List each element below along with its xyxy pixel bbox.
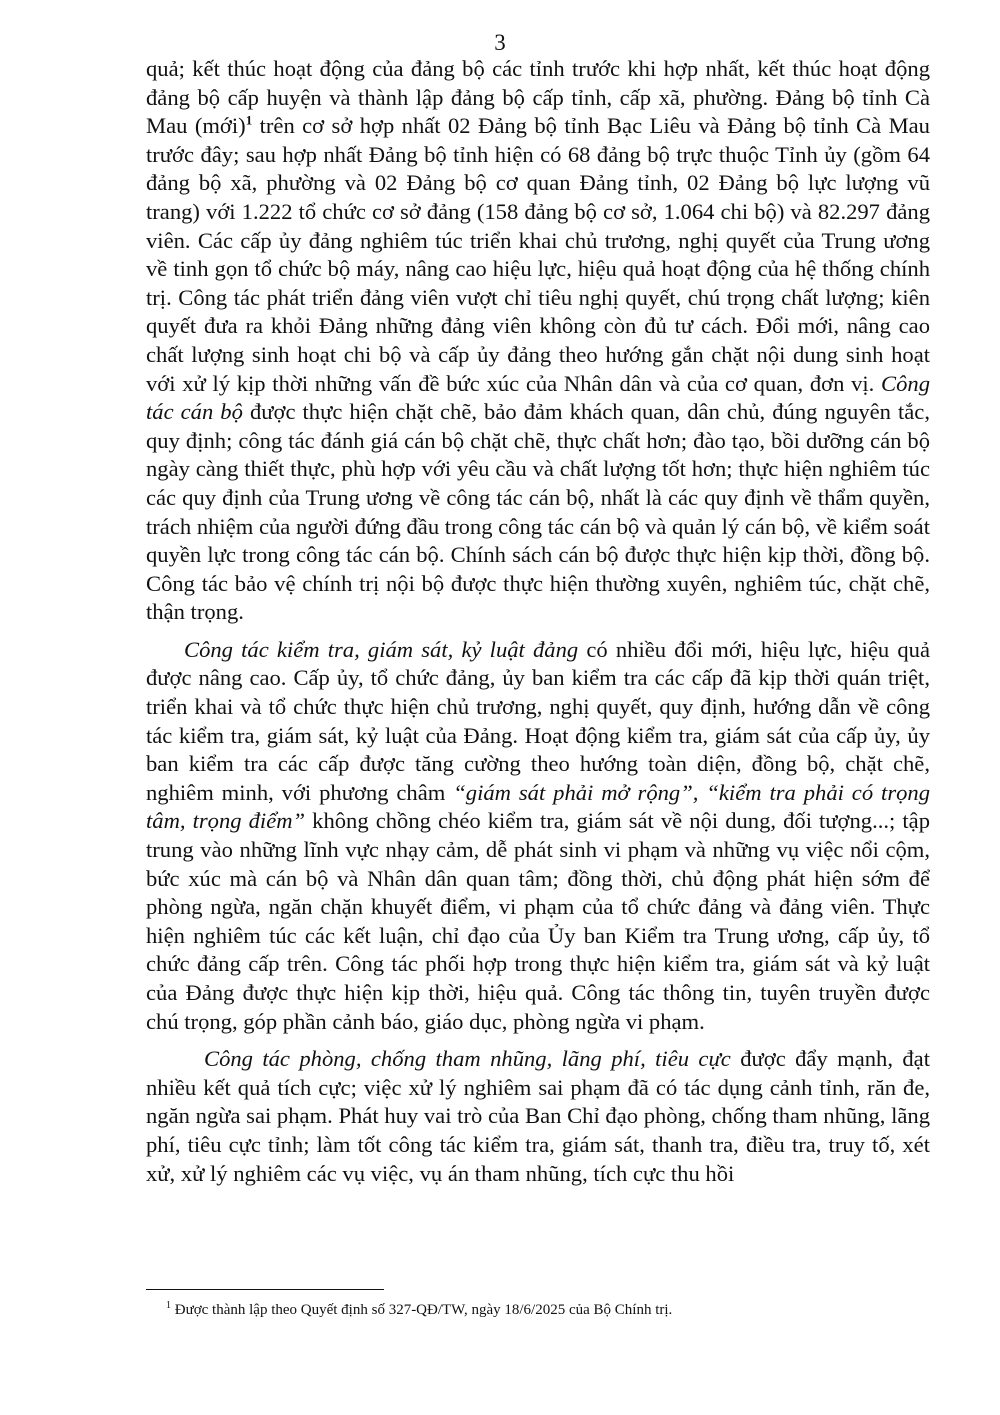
- page-number: 3: [494, 30, 506, 55]
- text-segment: quả; kết thúc hoạt động của đảng bộ các tỉnh trước khi hợp nhất, kết thúc hoạt động đảng bộ cấp huyện và thành lập đảng bộ cấp tỉnh, cấp xã, phường. Đảng bộ tỉnh Cà Mau (mới): [146, 56, 930, 139]
- footnote-reference[interactable]: 1: [245, 112, 253, 128]
- text-segment: được thực hiện chặt chẽ, bảo đảm khách quan, dân chủ, đúng nguyên tắc, quy định; công tác đánh giá cán bộ chặt chẽ, thực chất hơn; đào tạo, bồi dưỡng cán bộ ngày càng thiết thực, phù hợp với yêu cầu và chất lượng tốt hơn; thực hiện nghiêm túc các quy định của Trung ương về công tác cán bộ, nhất là các quy định về thẩm quyền, trách nhiệm của người đứng đầu trong công tác cán bộ và quản lý cán bộ, về kiểm soát quyền lực trong công tác cán bộ. Chính sách cán bộ được thực hiện kịp thời, đồng bộ. Công tác bảo vệ chính trị nội bộ được thực hiện thường xuyên, nghiêm túc, chặt chẽ, thận trọng.: [146, 399, 930, 625]
- footnote-text: Được thành lập theo Quyết định số 327-QĐ/TW, ngày 18/6/2025 của Bộ Chính trị.: [171, 1302, 673, 1318]
- text-segment: có nhiều đổi mới, hiệu lực, hiệu quả được nâng cao. Cấp ủy, tổ chức đảng, ủy ban kiểm tra các cấp đã kịp thời quán triệt, triển khai và tổ chức thực hiện chủ trương, nghị quyết, quy định, hướng dẫn về công tác kiểm tra, giám sát, kỷ luật của Đảng. Hoạt động kiểm tra, giám sát của cấp ủy, ủy ban kiểm tra các cấp được tăng cường theo hướng toàn diện, đồng bộ, chặt chẽ, nghiêm minh, với phương châm: [146, 636, 930, 805]
- italic-quote-motto: “giám sát phải mở rộng”, “kiểm tra phải có trọng tâm, trọng điểm”: [146, 779, 930, 834]
- paragraph-anti-corruption: [146, 1045, 930, 1188]
- italic-heading-anti-corruption: Công tác phòng, chống tham nhũng, lãng phí, tiêu cực: [204, 1046, 731, 1072]
- text-segment: không chồng chéo kiểm tra, giám sát về nội dung, đối tượng...; tập trung vào những lĩnh vực nhạy cảm, dễ phát sinh vi phạm và những vụ việc nổi cộm, bức xúc mà cán bộ và Nhân dân quan tâm; đồng thời, chủ động phát hiện sớm để phòng ngừa, ngăn chặn khuyết điểm, vi phạm của tổ chức đảng và đảng viên. Thực hiện nghiêm túc các kết luận, chỉ đạo của Ủy ban Kiểm tra Trung ương, cấp ủy, tổ chức đảng cấp trên. Công tác phối hợp trong thực hiện kiểm tra, giám sát và kỷ luật của Đảng được thực hiện kịp thời, hiệu quả. Công tác thông tin, tuyên truyền được chú trọng, góp phần cảnh báo, giáo dục, phòng ngừa vi phạm.: [146, 808, 930, 1034]
- paragraph-party-building: [146, 55, 930, 627]
- italic-heading-cadre-work: Công tác cán bộ: [146, 370, 930, 425]
- footnote-separator: [146, 1289, 384, 1290]
- paragraph-inspection: [146, 636, 930, 1036]
- text-segment: trên cơ sở hợp nhất 02 Đảng bộ tỉnh Bạc Liêu và Đảng bộ tỉnh Cà Mau trước đây; sau hợp nhất Đảng bộ tỉnh hiện có 68 đảng bộ trực thuộc Tỉnh ủy (gồm 64 đảng bộ xã, phường và 02 Đảng bộ cơ quan Đảng tỉnh, 02 Đảng bộ lực lượng vũ trang) với 1.222 tổ chức cơ sở đảng (158 đảng bộ cơ sở, 1.064 chi bộ) và 82.297 đảng viên. Các cấp ủy đảng nghiêm túc triển khai chủ trương, nghị quyết của Trung ương về tinh gọn tổ chức bộ máy, nâng cao hiệu lực, hiệu quả hoạt động của hệ thống chính trị. Công tác phát triển đảng viên vượt chỉ tiêu nghị quyết, chú trọng chất lượng; kiên quyết đưa ra khỏi Đảng những đảng viên không còn đủ tư cách. Đổi mới, nâng cao chất lượng sinh hoạt chi bộ và cấp ủy đảng theo hướng gắn chặt nội dung sinh hoạt với xử lý kịp thời những vấn đề bức xúc của Nhân dân và của cơ quan, đơn vị.: [146, 113, 930, 396]
- footnote: [166, 1302, 672, 1319]
- document-body: [146, 55, 930, 1188]
- italic-heading-inspection: Công tác kiểm tra, giám sát, kỷ luật đảng: [184, 636, 579, 662]
- text-segment: được đẩy mạnh, đạt nhiều kết quả tích cực; việc xử lý nghiêm sai phạm đã có tác dụng cảnh tỉnh, răn đe, ngăn ngừa sai phạm. Phát huy vai trò của Ban Chỉ đạo phòng, chống tham nhũng, lãng phí, tiêu cực tỉnh; làm tốt công tác kiểm tra, giám sát, thanh tra, điều tra, truy tố, xét xử, xử lý nghiêm các vụ việc, vụ án tham nhũng, tích cực thu hồi: [146, 1046, 930, 1186]
- footnote-marker: 1: [166, 1300, 171, 1311]
